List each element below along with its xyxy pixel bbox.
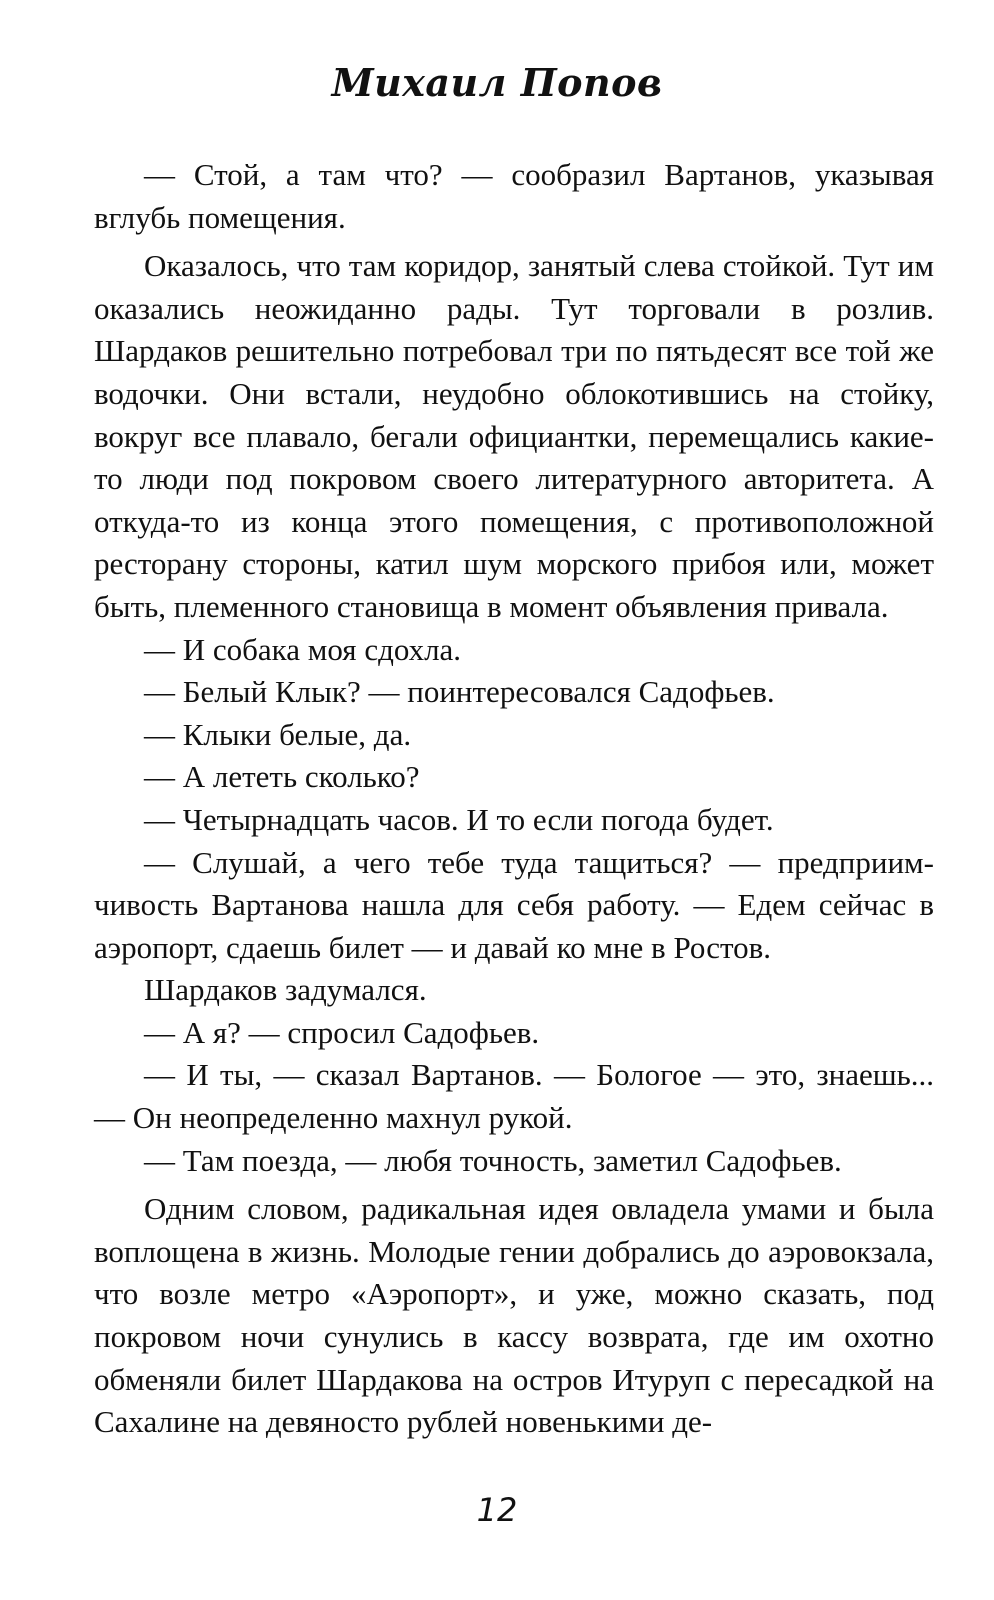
page-number: 12: [476, 1491, 518, 1529]
paragraph-narrative: Оказалось, что там коридор, занятый слева стойкой. Тут им оказались неожиданно рады. Тут торговали в розлив. Шардаков решительно потребовал три по пятьдесят все той же водочки. Они встали, неудобно облокотившись на стойку, вокруг все плавало, бегали официантки, перемещались какие-то люди под покровом своего литературного авторитета. А откуда-то из конца этого помещения, с противоположной ресторану стороны, катил шум морского прибоя или, может быть, племенного становища в момент объявления привала.: [94, 248, 934, 624]
paragraph-dialogue: — А лететь сколько?: [144, 759, 420, 795]
paragraph-dialogue: — Белый Клык? — поинтересовался Садофьев.: [144, 674, 775, 710]
paragraph-narrative: Одним словом, радикальная идея овладела умами и была воплощена в жизнь. Молодые гении добрались до аэровокзала, что возле метро «Аэропорт», и уже, можно сказать, под покровом ночи сунулись в кассу возврата, где им охотно обменяли билет Шардакова на остров Итуруп с пересадкой на Сахалине на девяносто рублей новенькими де-: [94, 1191, 934, 1440]
paragraph-dialogue: — Слушай, а чего тебе туда тащиться? — предприимчивость Вартанова нашла для себя работу. — Едем сейчас в аэропорт, сдаешь билет — и давай ко мне в Ростов.: [94, 844, 934, 965]
paragraph-dialogue: — И ты, — сказал Вартанов. — Бологое — это, знаешь... — Он неопределенно махнул рукой.: [94, 1057, 934, 1136]
body-text: [94, 148, 934, 1444]
paragraph-dialogue: — Там поезда, — любя точность, заметил Садофьев.: [144, 1142, 842, 1178]
paragraph-dialogue: — Четырнадцать часов. И то если погода будет.: [144, 801, 774, 837]
running-head-author: Михаил Попов: [331, 60, 663, 105]
paragraph-dialogue: — Стой, а там что? — сообразил Вартанов, указывая вглубь помещения.: [94, 157, 934, 235]
paragraph-narrative: Шардаков задумался.: [144, 972, 427, 1008]
paragraph-dialogue: — Клыки белые, да.: [144, 716, 412, 752]
paragraph-dialogue: — А я? — спросил Садофьев.: [144, 1014, 540, 1050]
paragraph-dialogue: — И собака моя сдохла.: [144, 631, 462, 667]
